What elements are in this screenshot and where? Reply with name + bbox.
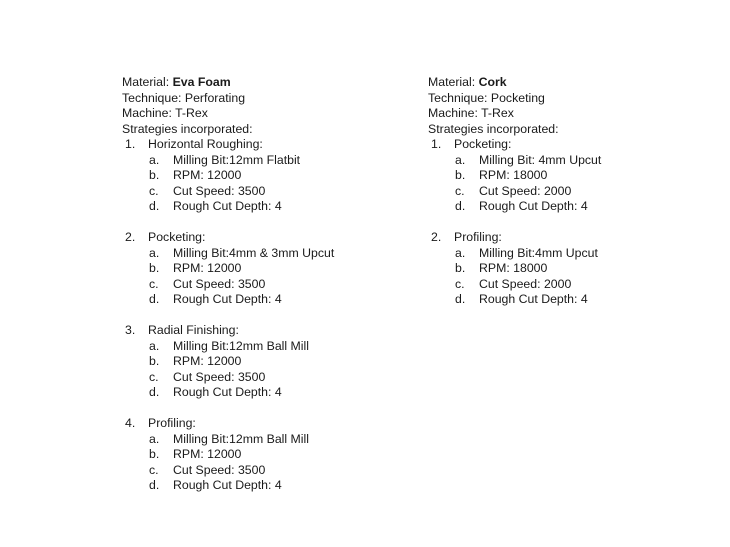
detail-text: Cut Speed: 3500 (173, 369, 266, 384)
machine-line: Machine: T-Rex (122, 106, 208, 120)
strategy-detail (428, 153, 601, 169)
material-name: Cork (478, 75, 507, 89)
strategy-number: 1. (125, 137, 136, 151)
detail-letter: c. (149, 369, 159, 384)
detail-text: RPM: 12000 (173, 261, 242, 275)
technique-line: Technique: Pocketing (428, 90, 545, 105)
strategy-detail (428, 277, 601, 293)
strategy-number: 2. (125, 230, 136, 244)
detail-letter: a. (149, 338, 160, 353)
strategy-detail (122, 447, 334, 463)
detail-letter: b. (455, 168, 466, 182)
material-label: Material: (428, 75, 479, 89)
detail-text: Milling Bit:12mm Flatbit (173, 152, 301, 167)
strategy-name: Profiling: (148, 416, 196, 430)
strategy-name: Horizontal Roughing: (148, 137, 263, 151)
strategy-detail (428, 246, 601, 262)
detail-text: Milling Bit:12mm Ball Mill (173, 431, 309, 446)
strategy-number: 2. (431, 230, 442, 244)
strategy-item (122, 416, 334, 494)
detail-letter: b. (455, 261, 466, 275)
detail-text: RPM: 12000 (173, 447, 242, 461)
strategy-detail (122, 246, 334, 262)
detail-letter: b. (149, 168, 160, 182)
strategy-detail (122, 153, 334, 169)
detail-letter: d. (149, 199, 160, 213)
strategy-detail (122, 339, 334, 355)
strategy-heading (122, 230, 334, 246)
detail-letter: c. (149, 462, 159, 477)
strategy-detail (122, 168, 334, 184)
strategy-detail (122, 292, 334, 308)
detail-letter: a. (149, 245, 160, 260)
material-name: Eva Foam (172, 75, 231, 89)
strategy-item (122, 230, 334, 308)
strategy-name: Profiling: (454, 230, 502, 244)
detail-text: Cut Speed: 2000 (479, 183, 572, 198)
detail-text: Rough Cut Depth: 4 (173, 292, 282, 306)
detail-text: Cut Speed: 3500 (173, 462, 266, 477)
strategy-detail (122, 385, 334, 401)
detail-text: Rough Cut Depth: 4 (173, 199, 282, 213)
detail-letter: c. (149, 276, 159, 291)
detail-text: Rough Cut Depth: 4 (173, 478, 282, 492)
detail-letter: d. (149, 478, 160, 492)
detail-text: Cut Speed: 2000 (479, 276, 572, 291)
detail-letter: b. (149, 261, 160, 275)
detail-letter: b. (149, 354, 160, 368)
machine-line: Machine: T-Rex (428, 106, 514, 120)
strategy-item (122, 137, 334, 215)
strategy-detail (122, 432, 334, 448)
strategy-number: 3. (125, 323, 136, 337)
detail-text: RPM: 18000 (479, 261, 548, 275)
detail-text: Milling Bit:12mm Ball Mill (173, 338, 309, 353)
material-spec-eva-foam (122, 75, 334, 494)
detail-letter: d. (455, 199, 466, 213)
strategy-item (428, 230, 601, 308)
detail-letter: a. (149, 152, 160, 167)
strategy-detail (122, 370, 334, 386)
material-label: Material: (122, 75, 173, 89)
strategy-detail (428, 261, 601, 277)
detail-letter: d. (149, 385, 160, 399)
detail-letter: b. (149, 447, 160, 461)
strategy-name: Pocketing: (148, 230, 206, 244)
strategy-name: Radial Finishing: (148, 323, 239, 337)
strategy-detail (122, 261, 334, 277)
strategy-heading (428, 137, 601, 153)
technique-line: Technique: Perforating (122, 90, 246, 105)
detail-letter: c. (455, 276, 465, 291)
detail-text: Milling Bit:4mm Upcut (479, 245, 598, 260)
detail-letter: d. (149, 292, 160, 306)
detail-text: Cut Speed: 3500 (173, 183, 266, 198)
detail-letter: a. (455, 152, 466, 167)
detail-text: RPM: 12000 (173, 168, 242, 182)
strategy-heading (122, 323, 334, 339)
material-line (428, 75, 601, 91)
detail-letter: d. (455, 292, 466, 306)
strategies-heading: Strategies incorporated: (428, 121, 559, 136)
strategy-detail (428, 184, 601, 200)
detail-text: RPM: 12000 (173, 354, 242, 368)
strategy-detail (122, 478, 334, 494)
material-spec-cork (428, 75, 601, 308)
strategy-heading (122, 416, 334, 432)
detail-letter: a. (149, 431, 160, 446)
detail-text: Milling Bit:4mm & 3mm Upcut (173, 245, 335, 260)
detail-letter: c. (455, 183, 465, 198)
strategy-detail (122, 463, 334, 479)
strategy-detail (122, 199, 334, 215)
detail-letter: a. (455, 245, 466, 260)
detail-letter: c. (149, 183, 159, 198)
detail-text: RPM: 18000 (479, 168, 548, 182)
strategy-item (428, 137, 601, 215)
strategy-number: 4. (125, 416, 136, 430)
strategies-heading: Strategies incorporated: (122, 121, 253, 136)
material-line (122, 75, 334, 91)
strategy-item (122, 323, 334, 401)
detail-text: Rough Cut Depth: 4 (173, 385, 282, 399)
strategy-number: 1. (431, 137, 442, 151)
strategy-heading (122, 137, 334, 153)
detail-text: Rough Cut Depth: 4 (479, 292, 588, 306)
strategy-detail (122, 184, 334, 200)
strategy-detail (122, 277, 334, 293)
strategy-detail (428, 168, 601, 184)
strategy-detail (122, 354, 334, 370)
strategy-detail (428, 292, 601, 308)
detail-text: Milling Bit: 4mm Upcut (479, 152, 602, 167)
strategy-detail (428, 199, 601, 215)
detail-text: Rough Cut Depth: 4 (479, 199, 588, 213)
detail-text: Cut Speed: 3500 (173, 276, 266, 291)
strategy-heading (428, 230, 601, 246)
strategy-name: Pocketing: (454, 137, 512, 151)
